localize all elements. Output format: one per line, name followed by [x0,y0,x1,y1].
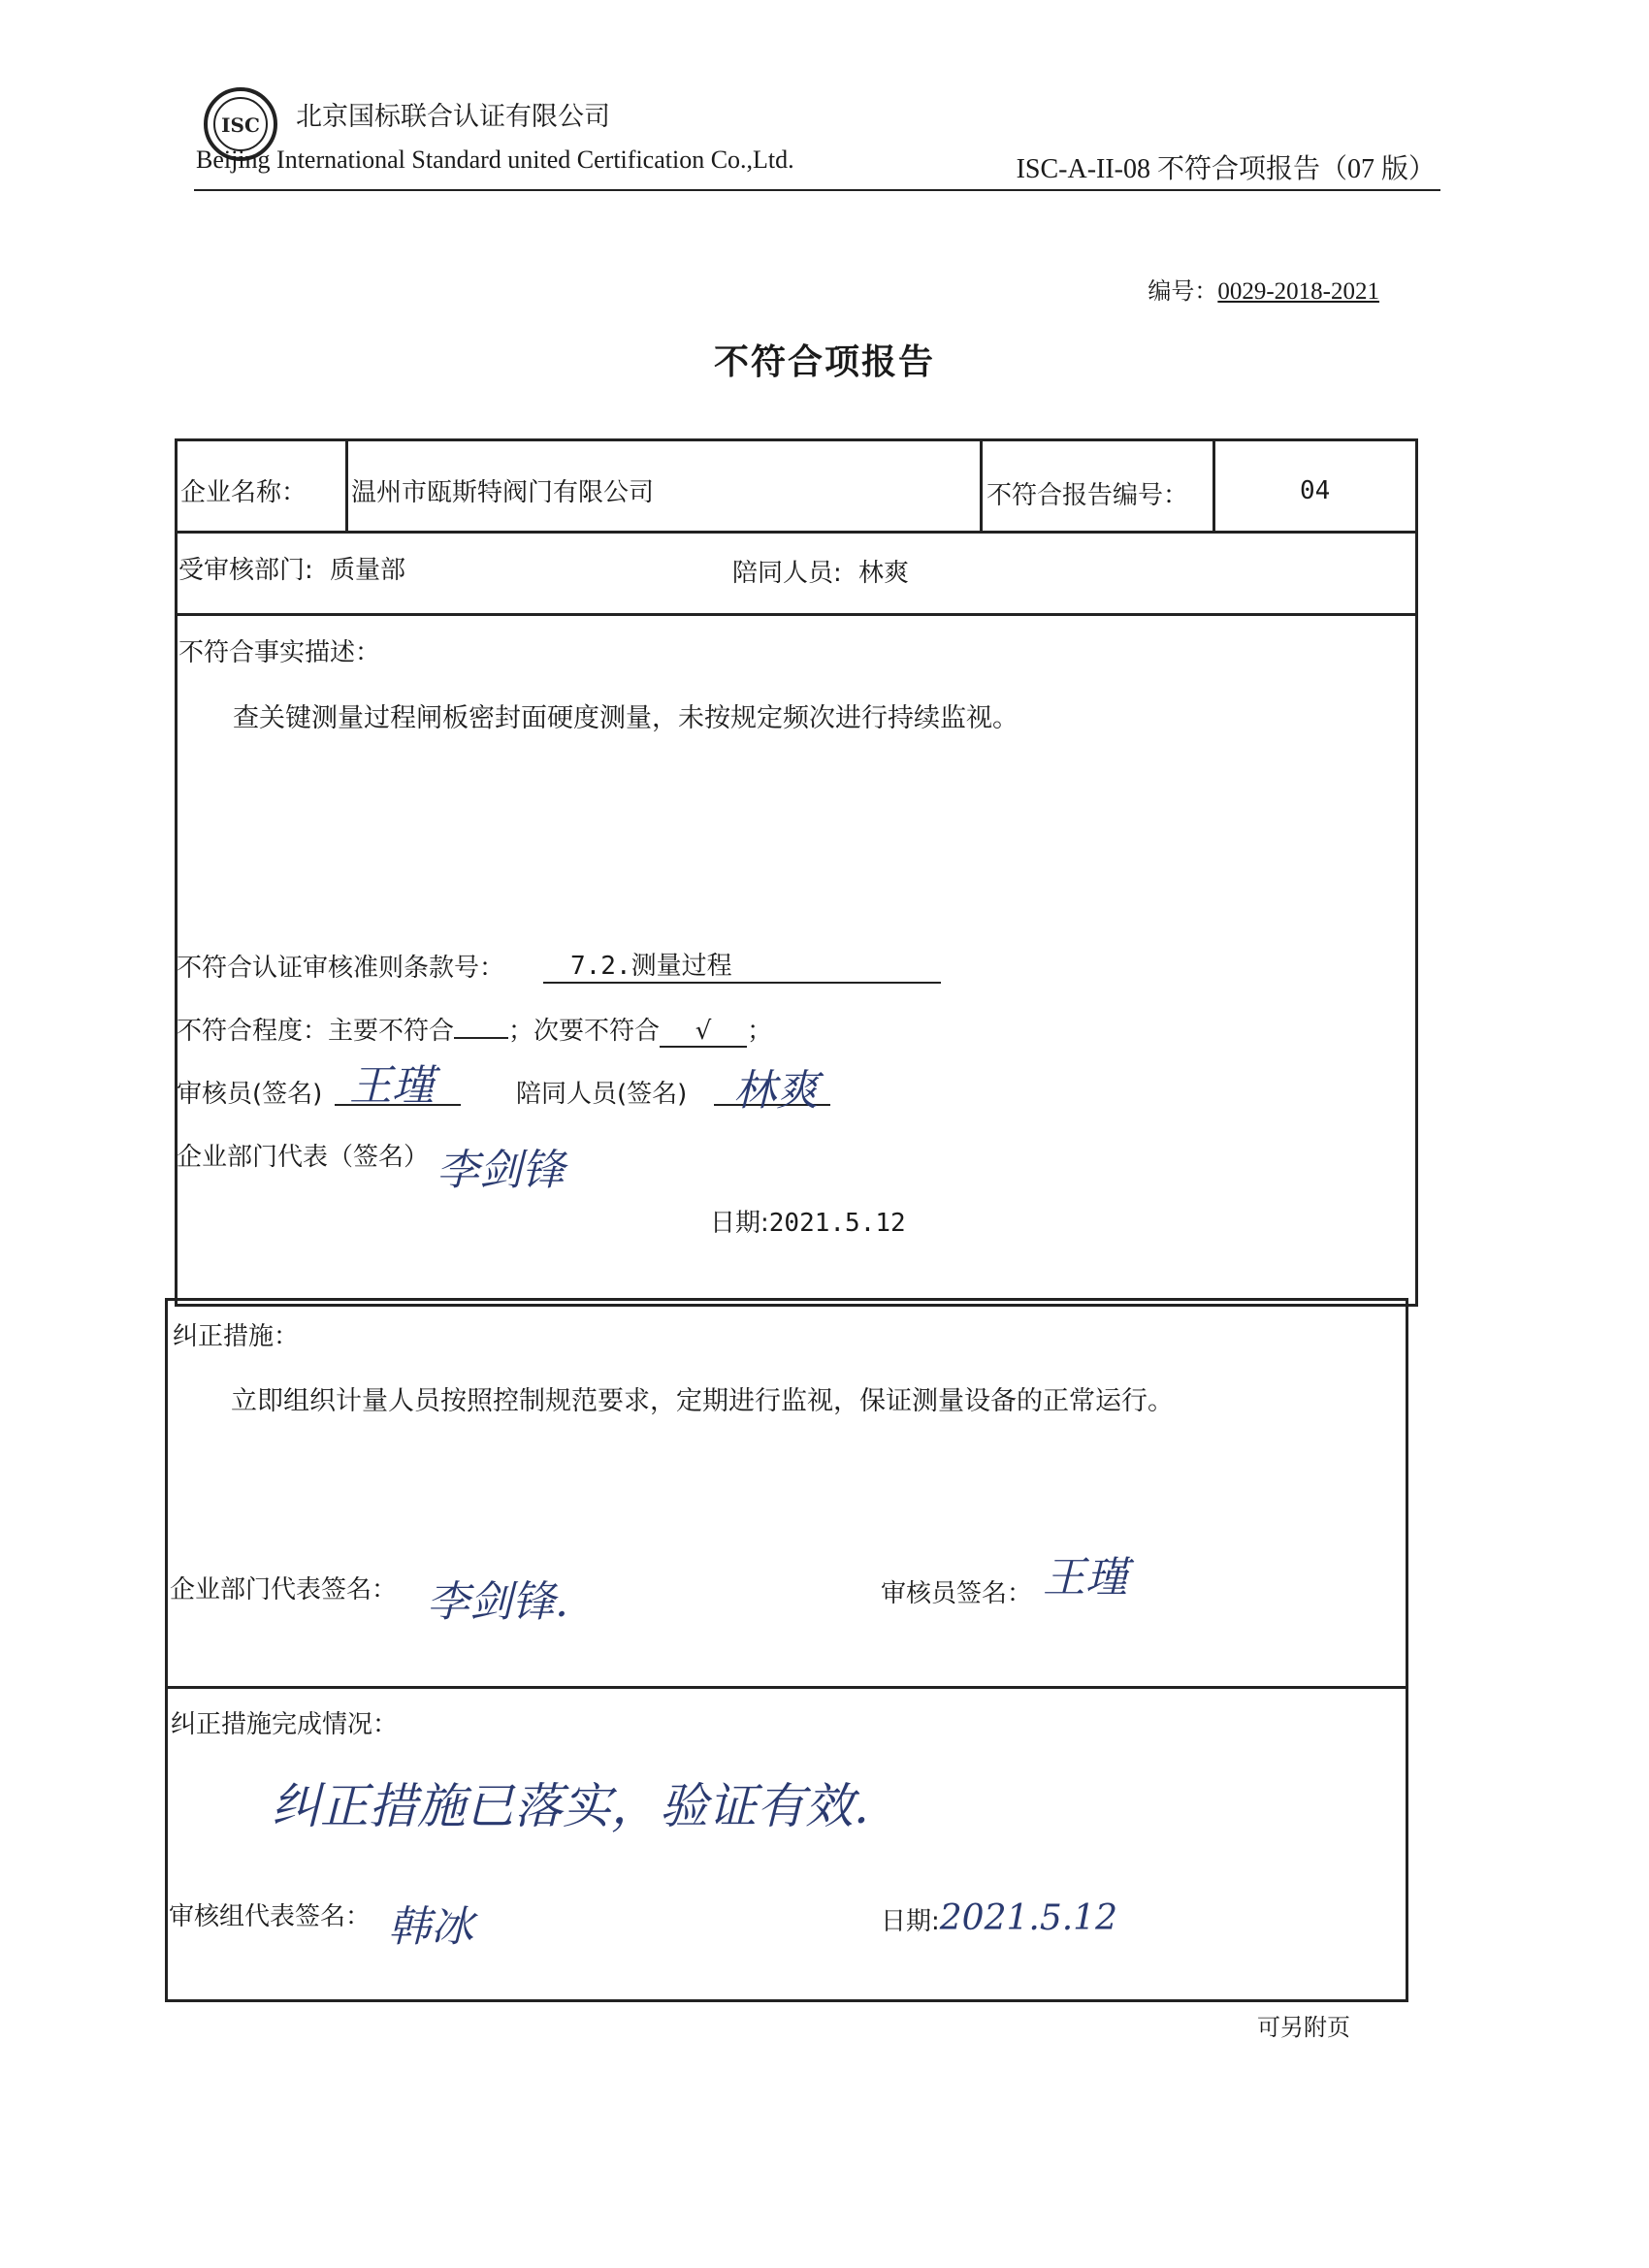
reference-label: 编号： [1148,277,1218,305]
escort-signature: 林爽 [733,1066,819,1116]
correction-label: 纠正措施： [173,1322,300,1351]
correction-rep-signature: 李剑锋. [427,1577,568,1627]
clause-field [543,946,941,984]
correction-auditor-signature: 王瑾 [1043,1553,1128,1603]
completion-handwritten: 纠正措施已落实，验证有效. [272,1778,869,1834]
divider [175,613,1415,616]
dept-value: 质量部 [330,556,406,585]
facts-text: 查关键测量过程闸板密封面硬度测量，未按规定频次进行持续监视。 [233,703,1018,733]
correction-auditor-sig-label: 审核员签名： [881,1579,1033,1608]
correction-text: 立即组织计量人员按照控制规范要求，定期进行监视，保证测量设备的正常运行。 [231,1386,1174,1416]
facts-label: 不符合事实描述： [178,638,381,667]
facts-date [710,1203,906,1239]
rep-sig-label: 企业部门代表（签名） [177,1143,430,1172]
company-name-cn: 北京国标联合认证有限公司 [296,102,610,132]
major-label: 主要不符合 [328,1017,455,1046]
footer-note: 可另附页 [1257,2014,1350,2041]
escort-value: 林爽 [858,559,910,588]
escort-label: 陪同人员: [732,559,842,588]
team-signature: 韩冰 [388,1902,473,1952]
clause-label: 不符合认证审核准则条款号： [177,954,505,983]
divider [345,438,348,534]
rep-signature: 李剑锋 [436,1146,565,1195]
facts-date-value: 2021.5.12 [768,1209,906,1238]
company-label: 企业名称： [180,478,307,507]
minor-label: 次要不符合 [534,1017,661,1046]
degree-row [177,1011,772,1048]
document-code: ISC-A-II-08 不符合项报告（07 版） [1016,154,1436,184]
correction-rep-sig-label: 企业部门代表签名： [170,1575,398,1604]
divider [980,438,983,534]
page-title: 不符合项报告 [713,342,935,382]
minor-value: √ [660,1017,747,1048]
completion-date-value: 2021.5.12 [939,1898,1117,1938]
degree-label: 不符合程度： [177,1017,329,1046]
major-value [454,1037,508,1039]
reference-value: 0029-2018-2021 [1217,278,1379,305]
header-divider [194,189,1440,191]
completion-date-label: 日期: [881,1907,940,1936]
divider [165,1686,1406,1689]
report-number-label: 不符合报告编号： [986,481,1189,510]
divider [175,531,1415,534]
auditor-signature: 王瑾 [349,1061,435,1111]
divider [1212,438,1215,534]
company-value: 温州市瓯斯特阀门有限公司 [351,478,655,507]
degree-separator: ； [508,1017,534,1046]
escort-sig-label: 陪同人员(签名) [516,1080,688,1109]
team-sig-label: 审核组代表签名： [169,1902,372,1931]
company-name-en: Beijing International Standard united Certification Co.,Ltd. [196,146,794,174]
reference-number [1148,272,1379,306]
auditor-sig-label: 审核员(签名) [177,1080,323,1109]
degree-end: ； [747,1017,773,1046]
dept-label: 受审核部门: [178,556,313,585]
clause-value: 7.2.测量过程 [570,952,732,981]
completion-label: 纠正措施完成情况： [171,1710,399,1739]
completion-date [881,1898,1117,1938]
facts-date-label: 日期: [710,1209,769,1238]
report-number-value: 04 [1300,476,1331,505]
logo-text: ISC [221,113,260,137]
